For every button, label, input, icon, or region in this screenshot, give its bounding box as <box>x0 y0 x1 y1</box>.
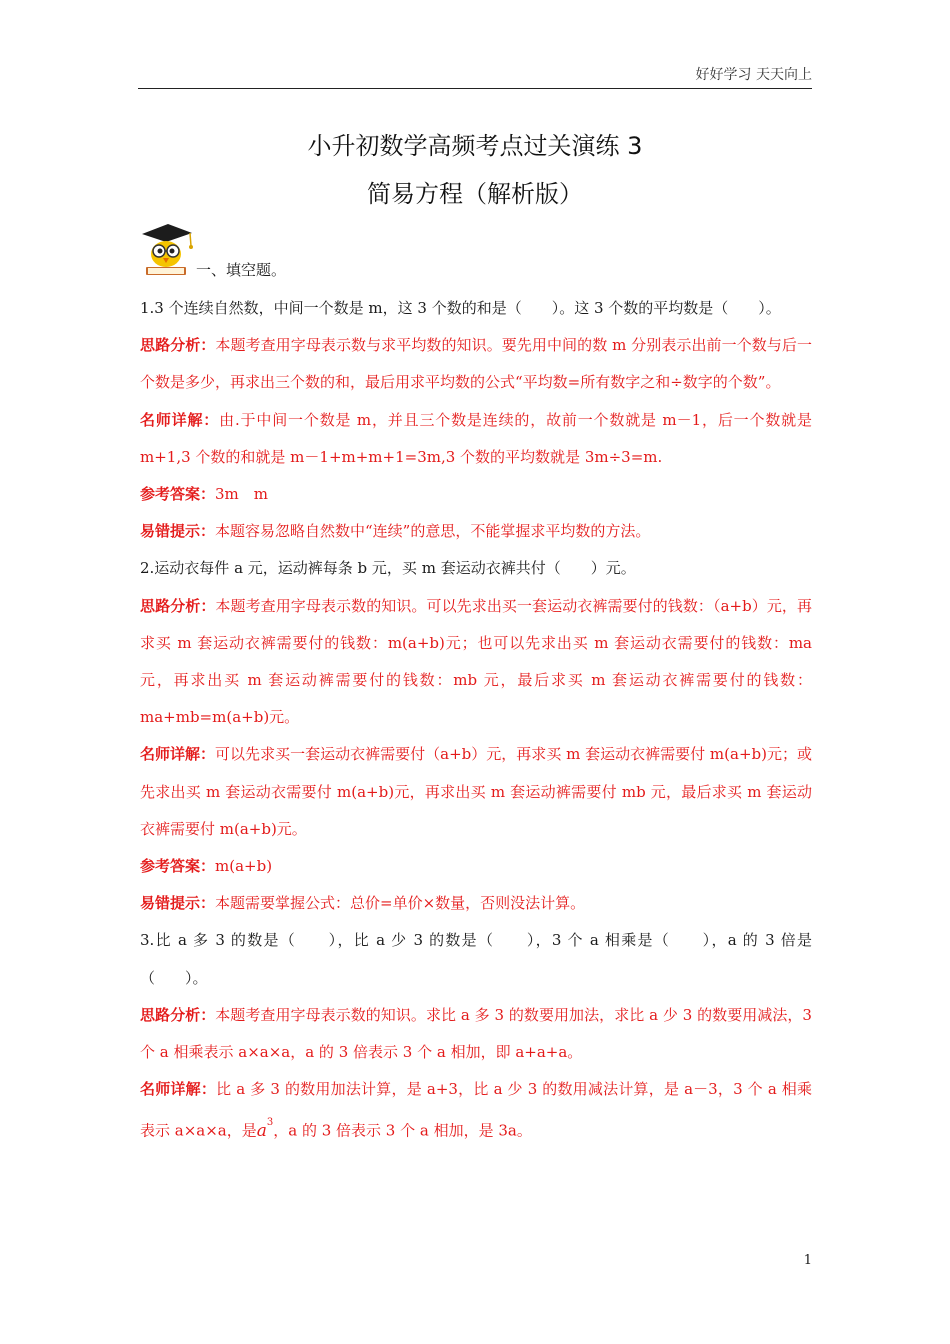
detail-label: 名师详解： <box>140 410 220 429</box>
formula-base: a <box>256 1121 267 1142</box>
q1-answer <box>140 476 812 513</box>
q2-analysis-text: 本题考查用字母表示数的知识。可以先求出买一套运动衣裤需要付的钱数：（a+b）元，再求买 m 套运动衣裤需要付的钱数：m(a+b)元；也可以先求出买 m 套运动衣需要付的钱数：ma 元，再求出买 m 套运动裤需要付的钱数：mb 元，最后求买 m 套运动衣裤需要付的钱数：ma+mb=m(a+b)元。 <box>140 596 812 727</box>
question-1: 1.3 个连续自然数，中间一个数是 m，这 3 个数的和是（ ）。这 3 个数的平均数是（ ）。 <box>140 299 781 317</box>
q3-detail-text-pre: 比 a 多 3 的数用加法计算，是 a+3，比 a 少 3 的数用减法计算，是 a－3，3 个 a 相乘表示 a×a×a，是 <box>140 1080 812 1141</box>
q2-answer <box>140 848 812 885</box>
q1-analysis <box>140 327 812 401</box>
q1-detail <box>140 402 812 476</box>
document-title: 小升初数学高频考点过关演练 3 <box>307 132 643 160</box>
analysis-label: 思路分析： <box>140 1005 216 1024</box>
q3-detail-text-post: ，a 的 3 倍表示 3 个 a 相加，是 3a。 <box>273 1122 532 1141</box>
formula-exponent: 3 <box>266 1117 274 1129</box>
q2-detail-text: 可以先求买一套运动衣裤需要付（a+b）元，再求买 m 套运动衣裤需要付 m(a+b)元；或先求出买 m 套运动衣需要付 m(a+b)元，再求出买 m 套运动裤需要付 mb 元，最后求买 m 套运动衣裤需要付 m(a+b)元。 <box>140 745 812 838</box>
q1-analysis-text: 本题考查用字母表示数与求平均数的知识。要先用中间的数 m 分别表示出前一个数与后一个数是多少，再求出三个数的和，最后用求平均数的公式“平均数=所有数字之和÷数字的个数”。 <box>140 336 812 392</box>
q2-tip <box>140 885 812 922</box>
q1-tip <box>140 513 812 550</box>
analysis-label: 思路分析： <box>140 336 216 355</box>
q1-tip-text: 本题容易忽略自然数中“连续”的意思，不能掌握求平均数的方法。 <box>215 522 651 541</box>
question-3: 3.比 a 多 3 的数是（ ），比 a 少 3 的数是（ ），3 个 a 相乘是（ ），a 的 3 倍是（ ）。 <box>140 931 812 987</box>
q2-detail <box>140 736 812 848</box>
header-motto: 好好学习 天天向上 <box>695 67 812 83</box>
detail-label: 名师详解： <box>140 745 216 764</box>
q2-answer-text: m(a+b) <box>215 857 273 876</box>
tip-label: 易错提示： <box>140 522 216 541</box>
answer-label: 参考答案： <box>140 857 216 876</box>
answer-label: 参考答案： <box>140 485 216 504</box>
scholar-mascot-icon <box>138 220 194 278</box>
analysis-label: 思路分析： <box>140 596 216 615</box>
page-number: 1 <box>803 1253 812 1268</box>
question-2: 2.运动衣每件 a 元，运动裤每条 b 元，买 m 套运动衣裤共付（ ）元。 <box>140 559 636 578</box>
header-rule <box>138 88 812 89</box>
section-title: 一、填空题。 <box>196 261 287 279</box>
tip-label: 易错提示： <box>140 894 216 913</box>
q3-analysis-text: 本题考查用字母表示数的知识。求比 a 多 3 的数要用加法，求比 a 少 3 的数要用减法，3 个 a 相乘表示 a×a×a，a 的 3 倍表示 3 个 a 相加，即 a+a+a。 <box>140 1005 812 1062</box>
q2-tip-text: 本题需要掌握公式：总价=单价×数量，否则没法计算。 <box>215 894 586 913</box>
a-cubed-formula <box>256 1117 274 1142</box>
detail-label: 名师详解： <box>140 1080 217 1099</box>
q3-detail <box>140 1071 812 1150</box>
q1-detail-text: 由.于中间一个数是 m，并且三个数是连续的，故前一个数就是 m－1，后一个数就是 m+1,3 个数的和就是 m－1+m+m+1=3m,3 个数的平均数就是 3m÷3=m. <box>140 410 812 466</box>
q1-answer-text: 3m m <box>215 485 269 504</box>
document-body <box>140 290 812 1150</box>
q3-analysis <box>140 997 812 1071</box>
document-subtitle: 简易方程（解析版） <box>367 180 583 208</box>
q2-analysis <box>140 588 812 737</box>
